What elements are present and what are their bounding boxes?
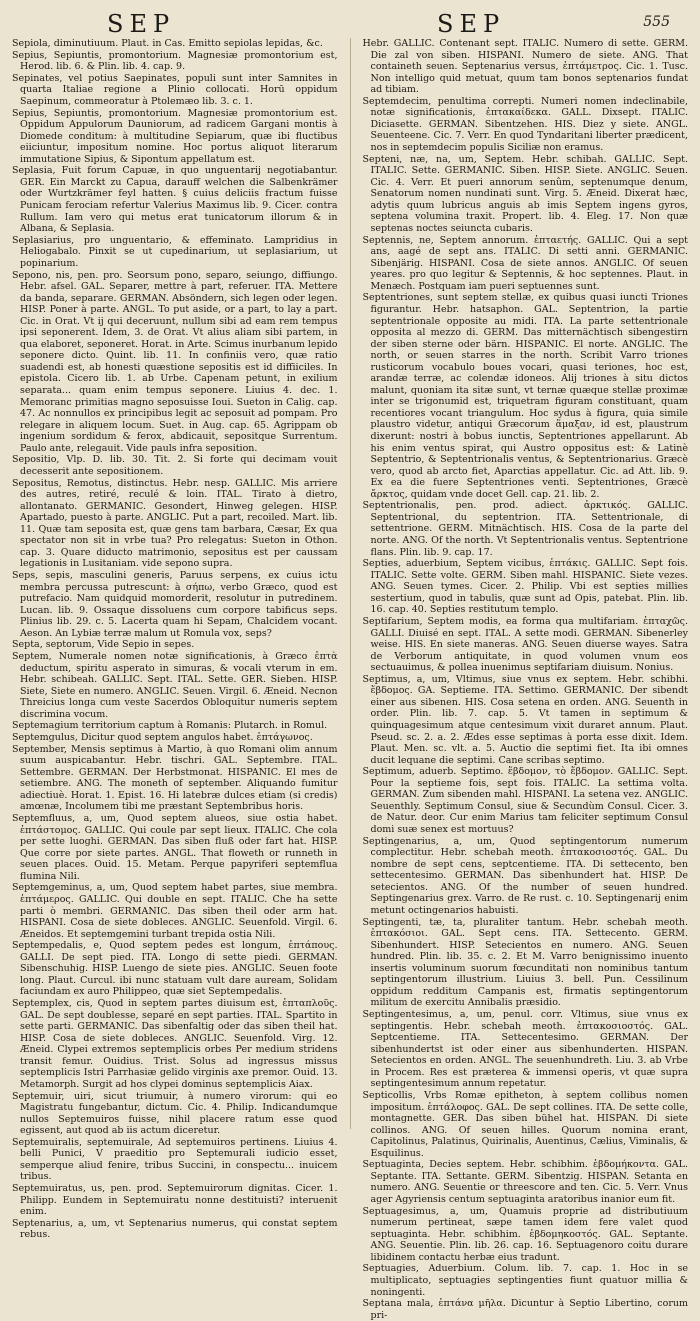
dictionary-entry: Septemuiralis, septemuirale, Ad septemuiros pertinens. Liuius 4. belli Punici, V praeditio pro Septemurali iudicio esset, semperque aliud fenire, tribus Succini, in conspectu... inuicem tribus.	[12, 1136, 338, 1183]
dictionary-entry: Septimus, a, um, Vltimus, siue vnus ex septem. Hebr. schibhi. ἕβδομος. GA. Septieme. ITA. Settimo. GERMANIC. Der sibendt einer aus sibenen. HIS. Cosa setena en orden. ANG. Seuenth in order. Plin. lib. 7. cap. 5. Vt tamen in septimum & quinquagesimum atque centesimum vixit duraret annum. Plaut. Pseud. sc. 2. a. 2. Ædes esse septimas à porta esse dixit. Idem. Plaut. Men. sc. vlt. a. 5. Auctio die septimi fiet. Ita ibi omnes ducit lequane die septimi. Cane scribas septimo.	[362, 673, 688, 766]
dictionary-entry: Septingenti, tæ, ta, pluraliter tantum. Hebr. schebah meoth. ἑπτακόσιοι. GAL. Sept cens. ITA. Settecento. GERM. Sibenhundert. HISP. Setecientos en numero. ANG. Seuen hundred. Plin. lib. 35. c. 2. Et M. Varro benignissimo inuento insertis voluminum suorum fœcunditati non nominibus tantum septingentorum illustrium. Liuius 3. bell. Pun. Cessilinum oppidum redditum Campanis est, firmatis septingentorum militum de exercitu Annibalis præsidio.	[362, 916, 688, 1009]
running-header	[12, 8, 688, 38]
dictionary-entry: Septimum, aduerb. Septimo. ἕβδομον, τὸ ἕβδομον. GALLIC. Sept. Pour la septieme fois, sept fois. ITALIC. La settima volta. GERMAN. Zum sibenden mahl. HISPANI. La setena vez. ANGLIC. Seuenthly. Septimum Consul, siue & Secundùm Consul. Cicer. 3. de Natur. deor. Cur enim Marius tam feliciter septimum Consul domi suæ senex est mortuus?	[362, 766, 688, 836]
dictionary-entry: Sepositio, Vlp. D. lib. 30. Tit. 2. Si forte qui decimam vouit decesserit ante sepositionem.	[12, 454, 338, 477]
dictionary-entry: Septuaginta, Decies septem. Hebr. schibhim. ἑβδομήκοντα. GAL. Septante. ITA. Settante. GERM. Sibentzig. HISPAN. Setanta en numero. ANG. Seuentie or threescore and ten. Cic. 5. Verr. Vnus ager Agyriensis centum septuaginta aratoribus inanior eum fit.	[362, 1159, 688, 1205]
dictionary-entry: Septemuir, uiri, sicut triumuir, à numero virorum: qui eo Magistratu fungebantur, dictum. Cic. 4. Philip. Indicandumque nullos Septemuiros fuisse, nihil placere ratum esse quod egissent, aut quod ab iis actum diceretur.	[12, 1090, 338, 1137]
text-columns	[12, 38, 688, 1321]
dictionary-entry: Sepono, nis, pen. pro. Seorsum pono, separo, seiungo, diffiungo. Hebr. afsel. GAL. Separer, mettre à part, referuer. ITA. Mettere da banda, separare. GERMAN. Absöndern, sich legen oder legen. HISP. Poner à parte. ANGL. To put aside, or a part, to lay a part. Cic. in Orat. Vt ij qui deceruunt, nullum sibi ad eam rem tempus ipsi seponerent. Idem, 3. de Orat. Vt alius aliam sibi partem, in qua elaboret, seponeret. Horat. in Arte. Scimus inurbanum lepido seponere dicto. Quint. lib. 11. In confiniis vero, quæ ratio suadendi est, ab honesti quæstione sepositis est id diffiiciles. In epistola. Cicero lib. 1. ab Urbe. Capenam petunt, in exilium separata... quam enim tempus seponere. Liuius 4. dec. 1. Memoranc primitias magno seposuisse Ioui. Sueton in Calig. cap. 47. Ac nonnullos ex principibus legit ac seposuit ad pompam. Pro relegare in aliquem locum. Suet. in Aug. cap. 65. Agrippam ob ingenium sordidum & ferox, abdicauit, sepositque Surrentum. Paulo ante, relegauit. Vide pauls infra seposition.	[12, 269, 338, 454]
dictionary-entry: Septeni, næ, na, um, Septem. Hebr. schibah. GALLIC. Sept. ITALIC. Sette. GERMANIC. Siben. HISP. Siete. ANGLIC. Seuen. Cic. 4. Verr. Et pueri annorum senûm, septenumque denum, Senatorum nomen nundinati sunt. Virg. 5. Æneid. Dixerat hæc, adytis quum lubricus anguis ab imis Septem ingens gyros, septena volumina traxit. Propert. lib. 4. Eleg. 17. Non quæ septenas noctes seiuncta cubaris.	[362, 153, 688, 234]
dictionary-entry: Septenarius, a, um, vt Septenarius numerus, qui constat septem rebus.	[12, 1217, 338, 1241]
dictionary-entry: Septentriones, sunt septem stellæ, ex quibus quasi iuncti Triones figurantur. Hebr. hatsaphon. GAL. Septentrion, la partie septentrionale opposite au midi. ITA. La parte settentrionale opposita al mezzo di. GERM. Das mitternächtisch sibengestirn der siben sterne oder bärn. HISPANIC. El norte. ANGLIC. The north, or seuen starres in the north. Scribit Varro triones rusticorum vocabulo boues vocari, quasi teriones, hoc est, arandæ terræ, ac colendæ idoneos. Alij triones à situ dictos malunt, quoniam ita sitæ sunt, vt ternæ quæque stellæ proximæ inter se trigonumid est, triquetram figuram constituant, quam recentiores vocant triangulum. Hoc sydus à figura, quia simile plaustro videtur, antiqui Græcorum ἅμαξαν, id est, plaustrum dixerunt: nostri à bobus iunctis, Septentriones appellarunt. Ab his enim ventus spirat, qui Austro oppositus est: & Latinè Septentrio, & Septentrionalis ventus, & Septentrionarius. Græcè vero, quod ab arcto fiet, Aparctias appellatur. Cic. ad Att. lib. 9. Ex ea die fuere Septentriones venti. Septentriones, Græcè ἄρκτος, quidam vnde docet Gell. cap. 21. lib. 2.	[362, 292, 688, 500]
dictionary-entry: Seplasia, Fuit forum Capuæ, in quo unguentarij negotiabantur. GER. Ein Marckt zu Capua, darauff welchen die Salbenkrämer oder Wurtzkrämer feyl hatten. § cuius deliciis fractum fuisse Punicam ferociam refertur Valerius Maximus lib. 9. Cicer. contra Rullum. Iam vero qui metus erat tunicatorum illorum & in Albana, & Seplasia.	[12, 165, 338, 235]
column-divider	[350, 38, 351, 1129]
right-running-head: SEP	[437, 10, 506, 38]
dictionary-entry: September, Mensis septimus à Martio, à quo Romani olim annum suum auspicabantur. Hebr. tischri. GAL. Septembre. ITAL. Settembre. GERMAN. Der Herbstmonat. HISPANIC. El mes de setiembre. ANG. The moneth of september. Aliquando fumitur adiectiuè. Horat. 1. Epist. 16. Hi latebræ dulces etiam (si credis) amœnæ, Incolumem tibi me præstant Septembribus horis.	[12, 743, 338, 813]
dictionary-entry: Septemgeminus, a, um, Quod septem habet partes, siue membra. ἑπτάμερος. GALLIC. Qui double en sept. ITALIC. Che ha sette parti ò membri. GERMANIC. Das siben theil oder arm hat. HISPANI. Cosa de siete dobleces. ANGLIC. Seuenfold. Virgil. 6. Æneidos. Et septemgemini turbant trepida ostia Nili.	[12, 882, 338, 940]
dictionary-entry: Sepositus, Remotus, distinctus. Hebr. nesp. GALLIC. Mis arriere des autres, retiré, reculé & loin. ITAL. Tirato à dietro, allontanato. GERMANIC. Gesondert, Hinweg gelegen. HISP. Apartado, puesto à parte. ANGLIC. Put a part, recoiled. Mart. lib. 11. Quæ tam seposita est, quæ gens tam barbara, Cæsar, Ex qua spectator non sit in vrbe tua? Pro relegatus: Sueton in Othon. cap. 3. Quare diducto matrimonio, sepositus est per caussam legationis in Lusitaniam. vide sepono supra.	[12, 477, 338, 570]
left-running-head: SEP	[107, 10, 176, 38]
dictionary-entry: Sepius, Sepiuntis, promontorium. Magnesiæ promontorium est. Oppidum Appulorum Dauniorum, ad radicem Gargani montis à Diomede conditum: à multitudine Sepiarum, quæ ibi fluctibus eiiciuntur, impositum nomine. Hoc portus aliquot literarum immutatione Sipius, & Sipontum appellatum est.	[12, 107, 338, 165]
right-column	[362, 38, 689, 1321]
dictionary-entry: Septemagium territorium captum à Romanis: Plutarch. in Romul.	[12, 720, 328, 732]
dictionary-entry: Septentrionalis, pen. prod. adiect. ἀρκτικός. GALLIC. Septentrional, du septentrion. ITA. Settentrionale, di settentrione. GERM. Mitnächtisch. HIS. Cosa de la parte del norte. ANG. Of the north. Vt Septentrionalis ventus. Septentrione flans. Plin. lib. 9. cap. 17.	[362, 500, 688, 558]
dictionary-entry: Septana mala, ἑπτάνα μῆλα. Dicuntur à Septio Libertino, corum pri-	[362, 1298, 688, 1321]
dictionary-entry: Hebr. GALLIC. Contenant sept. ITALIC. Numero di sette. GERM. Die zal von siben. HISPANI. Numero de siete. ANG. That containeth seuen. Septenarius versus, ἑπτάμετρος. Cic. 1. Tusc. Non intelligo quid metuat, quum tam bonos septenarios fundat ad tibiam.	[362, 38, 688, 96]
dictionary-entry: Sepiola, diminutiuum. Plaut. in Cas. Emitto sepiolas lepidas, &c.	[12, 38, 323, 49]
dictionary-entry: Septennis, ne, Septem annorum. ἑπταετής. GALLIC. Qui a sept ans, aagé de sept ans. ITALIC. Di setti anni. GERMANIC. Sibenjärig. HISPANI. Cosa de siete annos. ANGLIC. Of seuen yeares. pro quo legitur & Septennis, & hoc septennes. Plaut. in Menæch. Postquam iam pueri septuennes sunt.	[362, 234, 688, 292]
dictionary-entry: Septem, Numerale nomen notæ significationis, à Græco ἑπτὰ deductum, spiritu asperato in simuras, & vocali vterum in em. Hebr. schibeah. GALLIC. Sept. ITAL. Sette. GER. Sieben. HISP. Siete, Siete en numero. ANGLIC. Seuen. Virgil. 6. Æneid. Necnon Threicius longa cum veste Sacerdos Obloquitur numeris septem discrimina vocum.	[12, 651, 338, 720]
dictionary-entry: Septempedalis, e, Quod septem pedes est longum, ἑπτάπους. GALLI. De sept pied. ITA. Longo di sette piedi. GERMAN. Sibenschuhig. HISP. Luengo de siete pies. ANGLIC. Seuen foote long. Plaut. Curcul. ibi nunc statuam vult dare auream, Solidam faciundam ex auro Philippeo, quæ siet Septempedalis.	[12, 940, 338, 998]
dictionary-entry: Seps, sepis, masculini generis, Paruus serpens, ex cuius ictu membra percussa putrescunt: à σήπω, verbo Græco, quod est putrefacio. Nam quidquid momorderit, resolutur in putredinem. Lucan. lib. 9. Ossaque dissoluens cum corpore tabificus seps. Plinius lib. 29. c. 5. Lacerta quam hi Sepam, Chalcidem vocant. Aeson. An Lybiæ terræ malum ut Romula vox, seps?	[12, 570, 338, 639]
dictionary-entry: Sepius, Sepiuntis, promontorium. Magnesiæ promontorium est, Herod. lib. 6. & Plin. lib. 4. cap. 9.	[12, 49, 338, 73]
dictionary-entry: Septa, septorum, Vide Sepio in sepes.	[12, 639, 195, 651]
left-column	[12, 38, 338, 1241]
dictionary-entry: Septicollis, Vrbs Romæ epitheton, à septem collibus nomen impositum. ἑπτάλοφος. GAL. De sept collines. ITA. De sette colle, montagnette. GER. Das siben bühel hat. HISPAN. Di siete collinos. ANG. Of seuen hilles. Quorum nomina erant, Capitolinus, Palatinus, Quirinalis, Auentinus, Cælius, Viminalis, & Esquilinus.	[362, 1089, 688, 1159]
dictionary-entry: Septemgulus, Dicitur quod septem angulos habet. ἑπτάγωνος.	[12, 732, 313, 744]
page-number: 555	[643, 14, 670, 30]
dictionary-entry: Septuagesimus, a, um, Quamuis proprie ad distributiuum numerum pertineat, sæpe tamen idem fere valet quod septuaginta. Hebr. schibhim. ἑβδομηκοστός. GAL. Septante. ANG. Seuentie. Plin. lib. 26. cap. 16. Septuagenoro coitu durare libidinem contactu herbæ eius tradunt.	[362, 1205, 688, 1263]
dictionary-entry: Septingentesimus, a, um, penul. corr. Vltimus, siue vnus ex septingentis. Hebr. schebah meoth. ἑπτακοσιοστός. GAL. Septcentieme. ITA. Settecentesimo. GERMAN. Der sibenhundertst ist oder einer aus sibenhunderten. HISPAN. Setecientos en orden. ANGL. The seuenhundreth. Liu. 3. ab Vrbe in Procem. Res est præterea & immensi operis, vt quæ supra septingentesimum annum repetatur.	[362, 1009, 688, 1090]
dictionary-entry: Septingenarius, a, um, Quod septingentorum numerum complectitur. Hebr. schebah meoth. ἑπτακοσιοστός. GAL. Du nombre de sept cens, septcentieme. ITA. Di settecento, ben settecentesimo. GERMAN. Das sibenhundert hat. HISP. De setecientos. ANG. Of the number of seuen hundred. Septingenarius grex. Varro. de Re rust. c. 10. Septingenarij enim metunt octingenarios habuisti.	[362, 835, 688, 916]
dictionary-entry: Septemplex, cis, Quod in septem partes diuisum est, ἑπταπλοῦς. GAL. De sept doublesse, separé en sept parties. ITAL. Spartito in sette parti. GERMANIC. Das sibenfaltig oder das siben theil hat. HISP. Cosa de siete dobleces. ANGLIC. Seuenfold. Virg. 12. Æneid. Clypei extremos septemplicis orbes Per medium stridens transit femur. Ouidius. Trist. Solus ad ingressus missus septemplicis Istri Parrhasiæ gelido virginis axe premor. Ouid. 13. Metamorph. Surgit ad hos clypei dominus septemplicis Aiax.	[12, 998, 338, 1090]
dictionary-entry: Septemuiratus, us, pen. prod. Septemuirorum dignitas. Cicer. 1. Philipp. Eundem in Septemuiratu nonne destituisti? interuenit enim.	[12, 1183, 338, 1218]
dictionary-entry: Sepinates, vel potius Saepinates, populi sunt inter Samnites in quarta Italiae regione a Plinio collocati. Horū oppidum Saepinum, commeoratur à Ptolemæo lib. 3. c. 1.	[12, 72, 338, 107]
dictionary-entry: Septifarium, Septem modis, ea forma qua multifariam. ἑπταχῶς. GALLI. Diuisé en sept. ITAL. A sette modi. GERMAN. Sibenerley weise. HIS. En siete maneras. ANG. Seuen diuerse wayes. Satra de Verborum antiquitate, in quod volumen vnum eos sectuauimus, & pollea inuenimus septifariam diuisum. Nonius.	[362, 616, 688, 674]
dictionary-entry: Seplasiarius, pro unguentario, & effeminato. Lampridius in Heliogabalo. Pinxit se ut cupedinarium, ut seplasiarium, ut popinarium.	[12, 234, 338, 269]
dictionary-entry: Septies, aduerbium, Septem vicibus, ἑπτάκις. GALLIC. Sept fois. ITALIC. Sette volte. GERM. Siben mahl. HISPANIC. Siete vezes. ANG. Seuen tymes. Cicer. 2. Philip. Vbi est septies millies sestertium, quod in tabulis, quæ sunt ad Opis, patebat. Plin. lib. 16. cap. 40. Septies restitutum templo.	[362, 558, 688, 616]
dictionary-entry: Septemfluus, a, um, Quod septem alueos, siue ostia habet. ἑπτάστομος. GALLIC. Qui coule par sept lieux. ITALIC. Che cola per sette luoghi. GERMAN. Das siben fluß oder fart hat. HISP. Que corre por siete partes. ANGL. That floweth or runneth in seuen places. Ouid. 15. Metam. Perque papyriferi septemflua flumina Nili.	[12, 813, 338, 882]
dictionary-entry: Septemdecim, penultima correpti. Numeri nomen indeclinabile, notæ significationis, ἑπτακαίδεκα. GALL. Dixsept. ITALIC. Diciasette. GERMAN. Sibentzehen. HIS. Diez y siete. ANGL. Seuenteene. Cic. 7. Verr. En quod Tyndaritani liberter prædicent, nos in septemdecim populis Siciliæ non eramus.	[362, 95, 688, 154]
dictionary-entry: Septuagies, Aduerbium. Colum. lib. 7. cap. 1. Hoc in se multiplicato, septuagies septingenties fiunt quatuor millia & noningenti.	[362, 1263, 688, 1298]
